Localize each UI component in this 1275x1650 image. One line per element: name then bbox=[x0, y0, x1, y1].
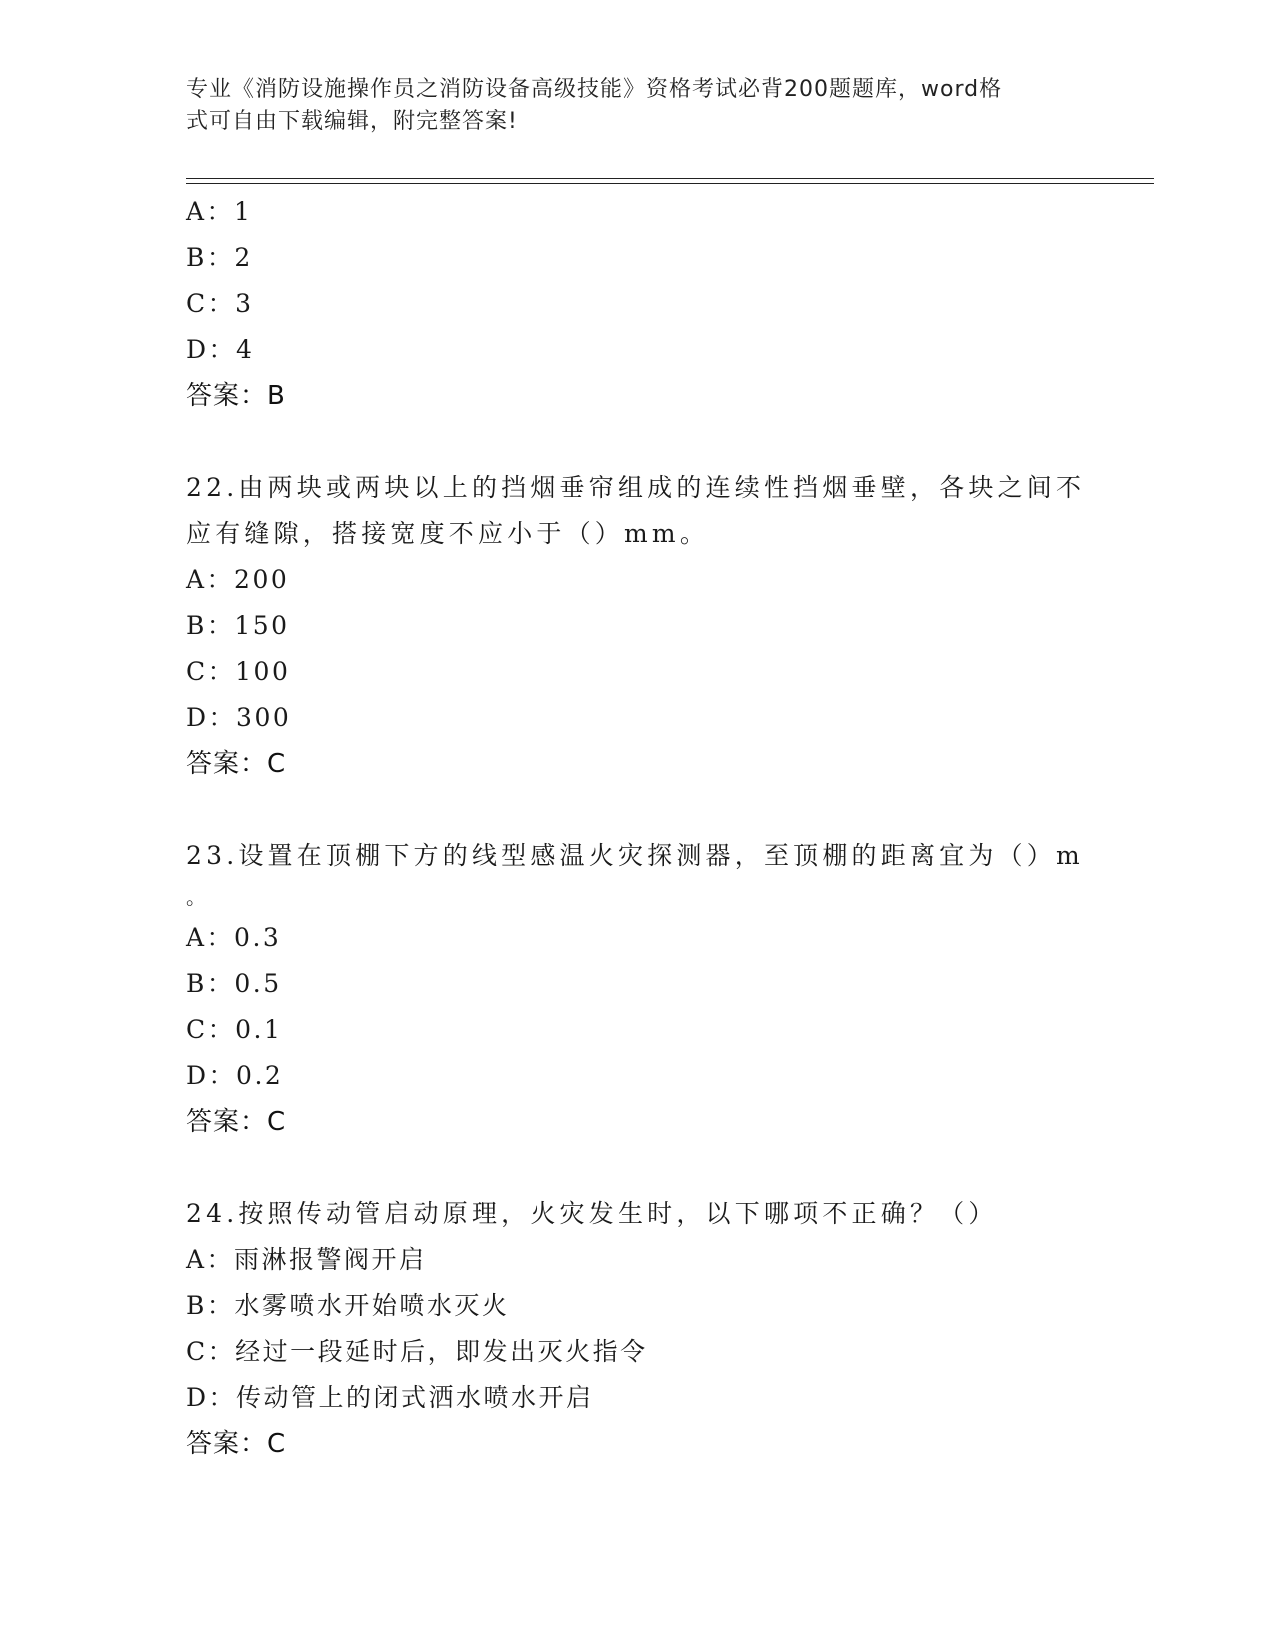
answer-line: 答案：C bbox=[186, 1429, 287, 1459]
question-22 bbox=[186, 465, 1086, 557]
option-b: B：2 bbox=[186, 243, 253, 272]
answer-line: 答案：B bbox=[186, 381, 286, 411]
question-text-line-1: 24.按照传动管启动原理，火灾发生时，以下哪项不正确？（） bbox=[186, 1199, 998, 1228]
question-23 bbox=[186, 833, 1086, 915]
option-b: B：0.5 bbox=[186, 969, 282, 998]
header-line-2: 式可自由下载编辑，附完整答案! bbox=[186, 109, 518, 134]
option-c: C：100 bbox=[186, 657, 291, 686]
question-text-line-2: 。 bbox=[186, 885, 211, 909]
option-d: D：4 bbox=[186, 335, 255, 364]
question-list bbox=[186, 189, 1086, 1467]
question-22-options bbox=[186, 557, 1086, 787]
option-b: B：150 bbox=[186, 611, 290, 640]
document-header bbox=[186, 74, 1086, 138]
question-text-line-1: 23.设置在顶棚下方的线型感温火灾探测器，至顶棚的距离宜为（）m bbox=[186, 841, 1084, 870]
option-c: C：0.1 bbox=[186, 1015, 283, 1044]
question-text-line-1: 22.由两块或两块以上的挡烟垂帘组成的连续性挡烟垂壁，各块之间不 bbox=[186, 473, 1086, 502]
question-21-tail bbox=[186, 189, 1086, 419]
header-divider-top bbox=[186, 178, 1154, 179]
header-divider-bottom bbox=[186, 183, 1154, 184]
option-a: A：1 bbox=[186, 197, 253, 226]
header-line-1: 专业《消防设施操作员之消防设备高级技能》资格考试必背200题题库，word格 bbox=[186, 77, 1003, 102]
option-d: D：0.2 bbox=[186, 1061, 284, 1090]
answer-line: 答案：C bbox=[186, 749, 287, 779]
option-b: B：水雾喷水开始喷水灭火 bbox=[186, 1291, 510, 1320]
answer-line: 答案：C bbox=[186, 1107, 287, 1137]
option-d: D：300 bbox=[186, 703, 292, 732]
option-a: A：0.3 bbox=[186, 923, 282, 952]
question-text-line-2: 应有缝隙，搭接宽度不应小于（）mm。 bbox=[186, 519, 710, 548]
option-a: A：雨淋报警阀开启 bbox=[186, 1245, 427, 1274]
option-c: C：3 bbox=[186, 289, 254, 318]
option-a: A：200 bbox=[186, 565, 290, 594]
question-24 bbox=[186, 1191, 1086, 1237]
option-d: D：传动管上的闭式洒水喷水开启 bbox=[186, 1383, 594, 1412]
question-24-options bbox=[186, 1237, 1086, 1467]
option-c: C：经过一段延时后，即发出灭火指令 bbox=[186, 1337, 648, 1366]
question-23-options bbox=[186, 915, 1086, 1145]
